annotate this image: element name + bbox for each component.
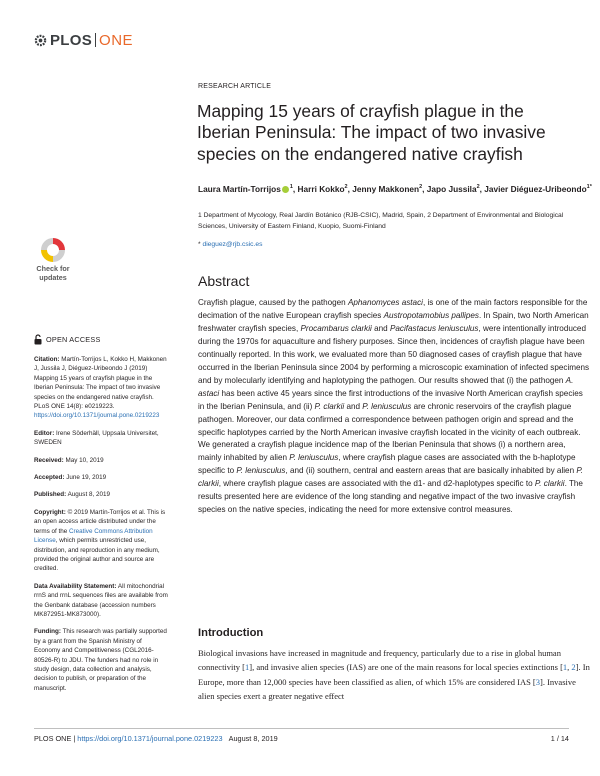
article-title: Mapping 15 years of crayfish plague in the Iberian Peninsula: The impact of two invasive species on the endangered native crayfish <box>197 101 546 164</box>
plos-gear-icon <box>34 34 47 47</box>
page-footer <box>34 734 569 743</box>
abstract-heading: Abstract <box>198 273 250 289</box>
abstract-text: , were intentionally introduced during the 1970s for aquaculture and fishery purposes. Since then, incidences of crayfish plague have been continually reported. In this work, we evaluated more than 50 diagnosed cases of crayfish plague that have occurred in the Iberian Peninsula since 2004 by performing a microscopic examination of infected specimens and by molecularly identifying and haplotyping the pathogen. Our results showed that (i) the pathogen <box>198 323 590 385</box>
copyright-label: Copyright: <box>34 508 66 516</box>
introduction-body <box>198 646 594 703</box>
journal-name-plos: PLOS <box>50 31 93 49</box>
author-name[interactable]: Japo Jussila <box>426 183 477 194</box>
species-name: Austropotamobius pallipes <box>383 310 479 320</box>
logo-divider <box>95 33 96 47</box>
page-number: 1 / 14 <box>550 734 569 743</box>
check-for-updates-icon <box>39 236 67 264</box>
abstract-text: . The results presented here are evidence of the long standing and negative impact of the two invasive crayfish species on the native species, indicating the need for more extensive control measures. <box>198 479 583 515</box>
data-availability-block <box>34 582 169 620</box>
journal-name-one: ONE <box>99 31 134 49</box>
species-name: A. astaci <box>198 375 574 398</box>
license-link[interactable]: Creative Commons Attribution License <box>34 527 153 545</box>
accepted-block <box>34 473 169 482</box>
intro-text: ]. Invasive alien species exert a greater negative effect <box>198 676 576 701</box>
abstract-text: , where crayfish plague cases are associated with the d1- and d2-haplotypes specific to <box>218 479 535 489</box>
intro-text: Biological invasions have increased in magnitude and frequency, particularly due to a rise in global human connectivity [ <box>198 648 561 673</box>
author-name[interactable]: Jenny Makkonen <box>352 183 420 194</box>
orcid-icon[interactable] <box>282 186 289 193</box>
citation-label: Citation: <box>34 356 60 363</box>
open-access-text: OPEN ACCESS <box>46 334 101 344</box>
funding-label: Funding: <box>34 628 61 636</box>
abstract-text: , is one of the main factors responsible for the decimation of the native European crayfish species <box>198 298 588 320</box>
editor-label: Editor: <box>34 429 55 437</box>
abstract-text: , and (ii) southern, central and eastern areas that are basically inhabited by alien <box>285 466 577 476</box>
species-name: Procambarus clarkii <box>300 323 372 333</box>
species-name: P. clarkii <box>534 479 565 489</box>
received-block <box>34 456 169 465</box>
funding-text: This research was partially supported by a grant from the Spanish Ministry of Economy and Competitiveness (CGL2016-80526-R) to JDU. The funders had no role in study design, data collection and analysis, decision to publish, or preparation of the manuscript. <box>34 628 167 692</box>
open-lock-icon <box>34 334 42 345</box>
copyright-text-b: , which permits unrestricted use, distribution, and reproduction in any medium, provided the original author and source are credited. <box>34 537 160 573</box>
species-name: P. clarkii <box>314 401 345 411</box>
author-affiliation-mark: 2 <box>476 184 480 190</box>
author-affiliation-mark: 2 <box>419 184 423 190</box>
corresponding-email-link[interactable]: dieguez@rjb.csic.es <box>202 241 263 248</box>
check-for-updates-badge[interactable] <box>34 236 72 292</box>
copyright-text-a: © 2019 Martín-Torrijos et al. This is an open access article distributed under the terms of the <box>34 508 166 535</box>
reference-link[interactable]: 1 <box>244 662 250 673</box>
data-availability-label: Data Availability Statement: <box>34 582 117 590</box>
author-name[interactable]: Laura Martín-Torrijos <box>198 183 281 194</box>
received-label: Received: <box>34 456 64 464</box>
abstract-text: has been active 45 years since the first introductions of the invasive North American crayfish species in the Iberian Peninsula, and (ii) <box>198 388 583 411</box>
published-block <box>34 490 169 499</box>
footer-date: August 8, 2019 <box>228 734 278 743</box>
data-availability-text: All mitochondrial rrnS and rrnL sequences files are available from the Genbank database (accession numbers MK872951-MK873000). <box>34 582 168 618</box>
check-for-updates-line2: updates <box>39 273 67 282</box>
accepted-date: June 19, 2019 <box>66 474 107 482</box>
author-list: Laura Martín-Torrijos $^1$, Harri Kokko$^2$, Jenny Makkonen$^2$, Japo Jussila$^2$, Javier Diéguez-Uribeondo$^{1*}$ <box>198 183 592 194</box>
article-info-sidebar <box>34 334 169 701</box>
introduction-heading: Introduction <box>198 627 264 639</box>
published-date: August 8, 2019 <box>67 491 110 499</box>
species-name: P. leniusculus <box>289 453 339 463</box>
intro-text: ]. In Europe, more than 12,000 species have been classified as alien, of which 15% are considered IAS [ <box>198 662 590 687</box>
footer-divider <box>34 728 569 729</box>
abstract-text: . In Spain, two North American freshwater crayfish species, <box>198 310 589 333</box>
species-name: P. leniusculus <box>236 466 286 476</box>
affiliations: 1 Department of Mycology, Real Jardín Botánico (RJB-CSIC), Madrid, Spain, 2 Department of Environmental and Biological Sciences, University of Eastern Finland, Kuopio, Suomi-Finland <box>198 212 564 230</box>
abstract-body <box>198 297 591 517</box>
corresponding-star: * <box>198 241 201 248</box>
reference-link[interactable]: 1 <box>562 662 568 673</box>
copyright-block <box>34 508 169 574</box>
species-name: Pacifastacus leniusculus <box>389 323 479 333</box>
species-name: P. clarkii <box>198 466 583 489</box>
author-affiliation-mark: 1* <box>586 184 592 190</box>
abstract-text: Crayfish plague, caused by the pathogen <box>198 298 348 307</box>
reference-link[interactable]: 3 <box>535 676 541 687</box>
reference-link[interactable]: 2 <box>571 662 576 673</box>
author-affiliation-mark: 1 <box>289 184 293 190</box>
citation-block <box>34 355 169 421</box>
footer-citation <box>34 734 278 743</box>
intro-text: ], and invasive alien species (IAS) are one of the main reasons for local species extinctions [ <box>249 662 563 673</box>
corresponding-author <box>198 241 262 248</box>
abstract-text: and <box>371 323 390 333</box>
abstract-text: and <box>344 401 363 411</box>
citation-text: Martín-Torrijos L, Kokko H, Makkonen J, Jussila J, Diéguez-Uribeondo J (2019) Mapping 15 years of crayfish plague in the Iberian Peninsula: The impact of two invasive species on the endangered native crayfish. PLoS ONE 14(8): e0219223. <box>34 356 167 411</box>
received-date: May 10, 2019 <box>65 456 104 464</box>
open-access-label <box>34 334 169 345</box>
footer-separator: | <box>71 734 78 743</box>
author-name[interactable]: Harri Kokko <box>297 183 345 194</box>
footer-journal: PLOS ONE <box>34 734 72 743</box>
abstract-text: , where crayfish plague cases are associated with the b-haplotype specific to <box>198 453 576 476</box>
journal-logo <box>34 31 133 49</box>
funding-block <box>34 627 169 693</box>
published-label: Published: <box>34 491 67 499</box>
abstract-text: are chronic reservoirs of the crayfish plague pathogen. Moreover, our data confirmed a correspondence between pathogen origin and spread and the specific haplotypes carried by the North American invasive crayfish located in the vicinity of each outbreak. We generated a crayfish plague incidence map of the Iberian Peninsula that shows (i) a northern area, mainly inhabited by alien <box>198 401 581 463</box>
intro-text: , <box>567 662 572 673</box>
species-name: Aphanomyces astaci <box>347 298 423 307</box>
author-affiliation-mark: 2 <box>344 184 348 190</box>
author-name[interactable]: Javier Diéguez-Uribeondo <box>484 183 587 194</box>
accepted-label: Accepted: <box>34 474 65 482</box>
editor-text: Irene Söderhäll, Uppsala Universitet, SWEDEN <box>34 429 159 447</box>
editor-block <box>34 429 169 448</box>
article-type: RESEARCH ARTICLE <box>198 83 272 90</box>
check-for-updates-line1: Check for <box>36 264 70 273</box>
footer-doi-link[interactable]: https://doi.org/10.1371/journal.pone.0219223 <box>77 734 223 743</box>
species-name: P. leniusculus <box>362 401 412 411</box>
citation-doi-link[interactable]: https://doi.org/10.1371/journal.pone.0219223 <box>34 412 160 420</box>
